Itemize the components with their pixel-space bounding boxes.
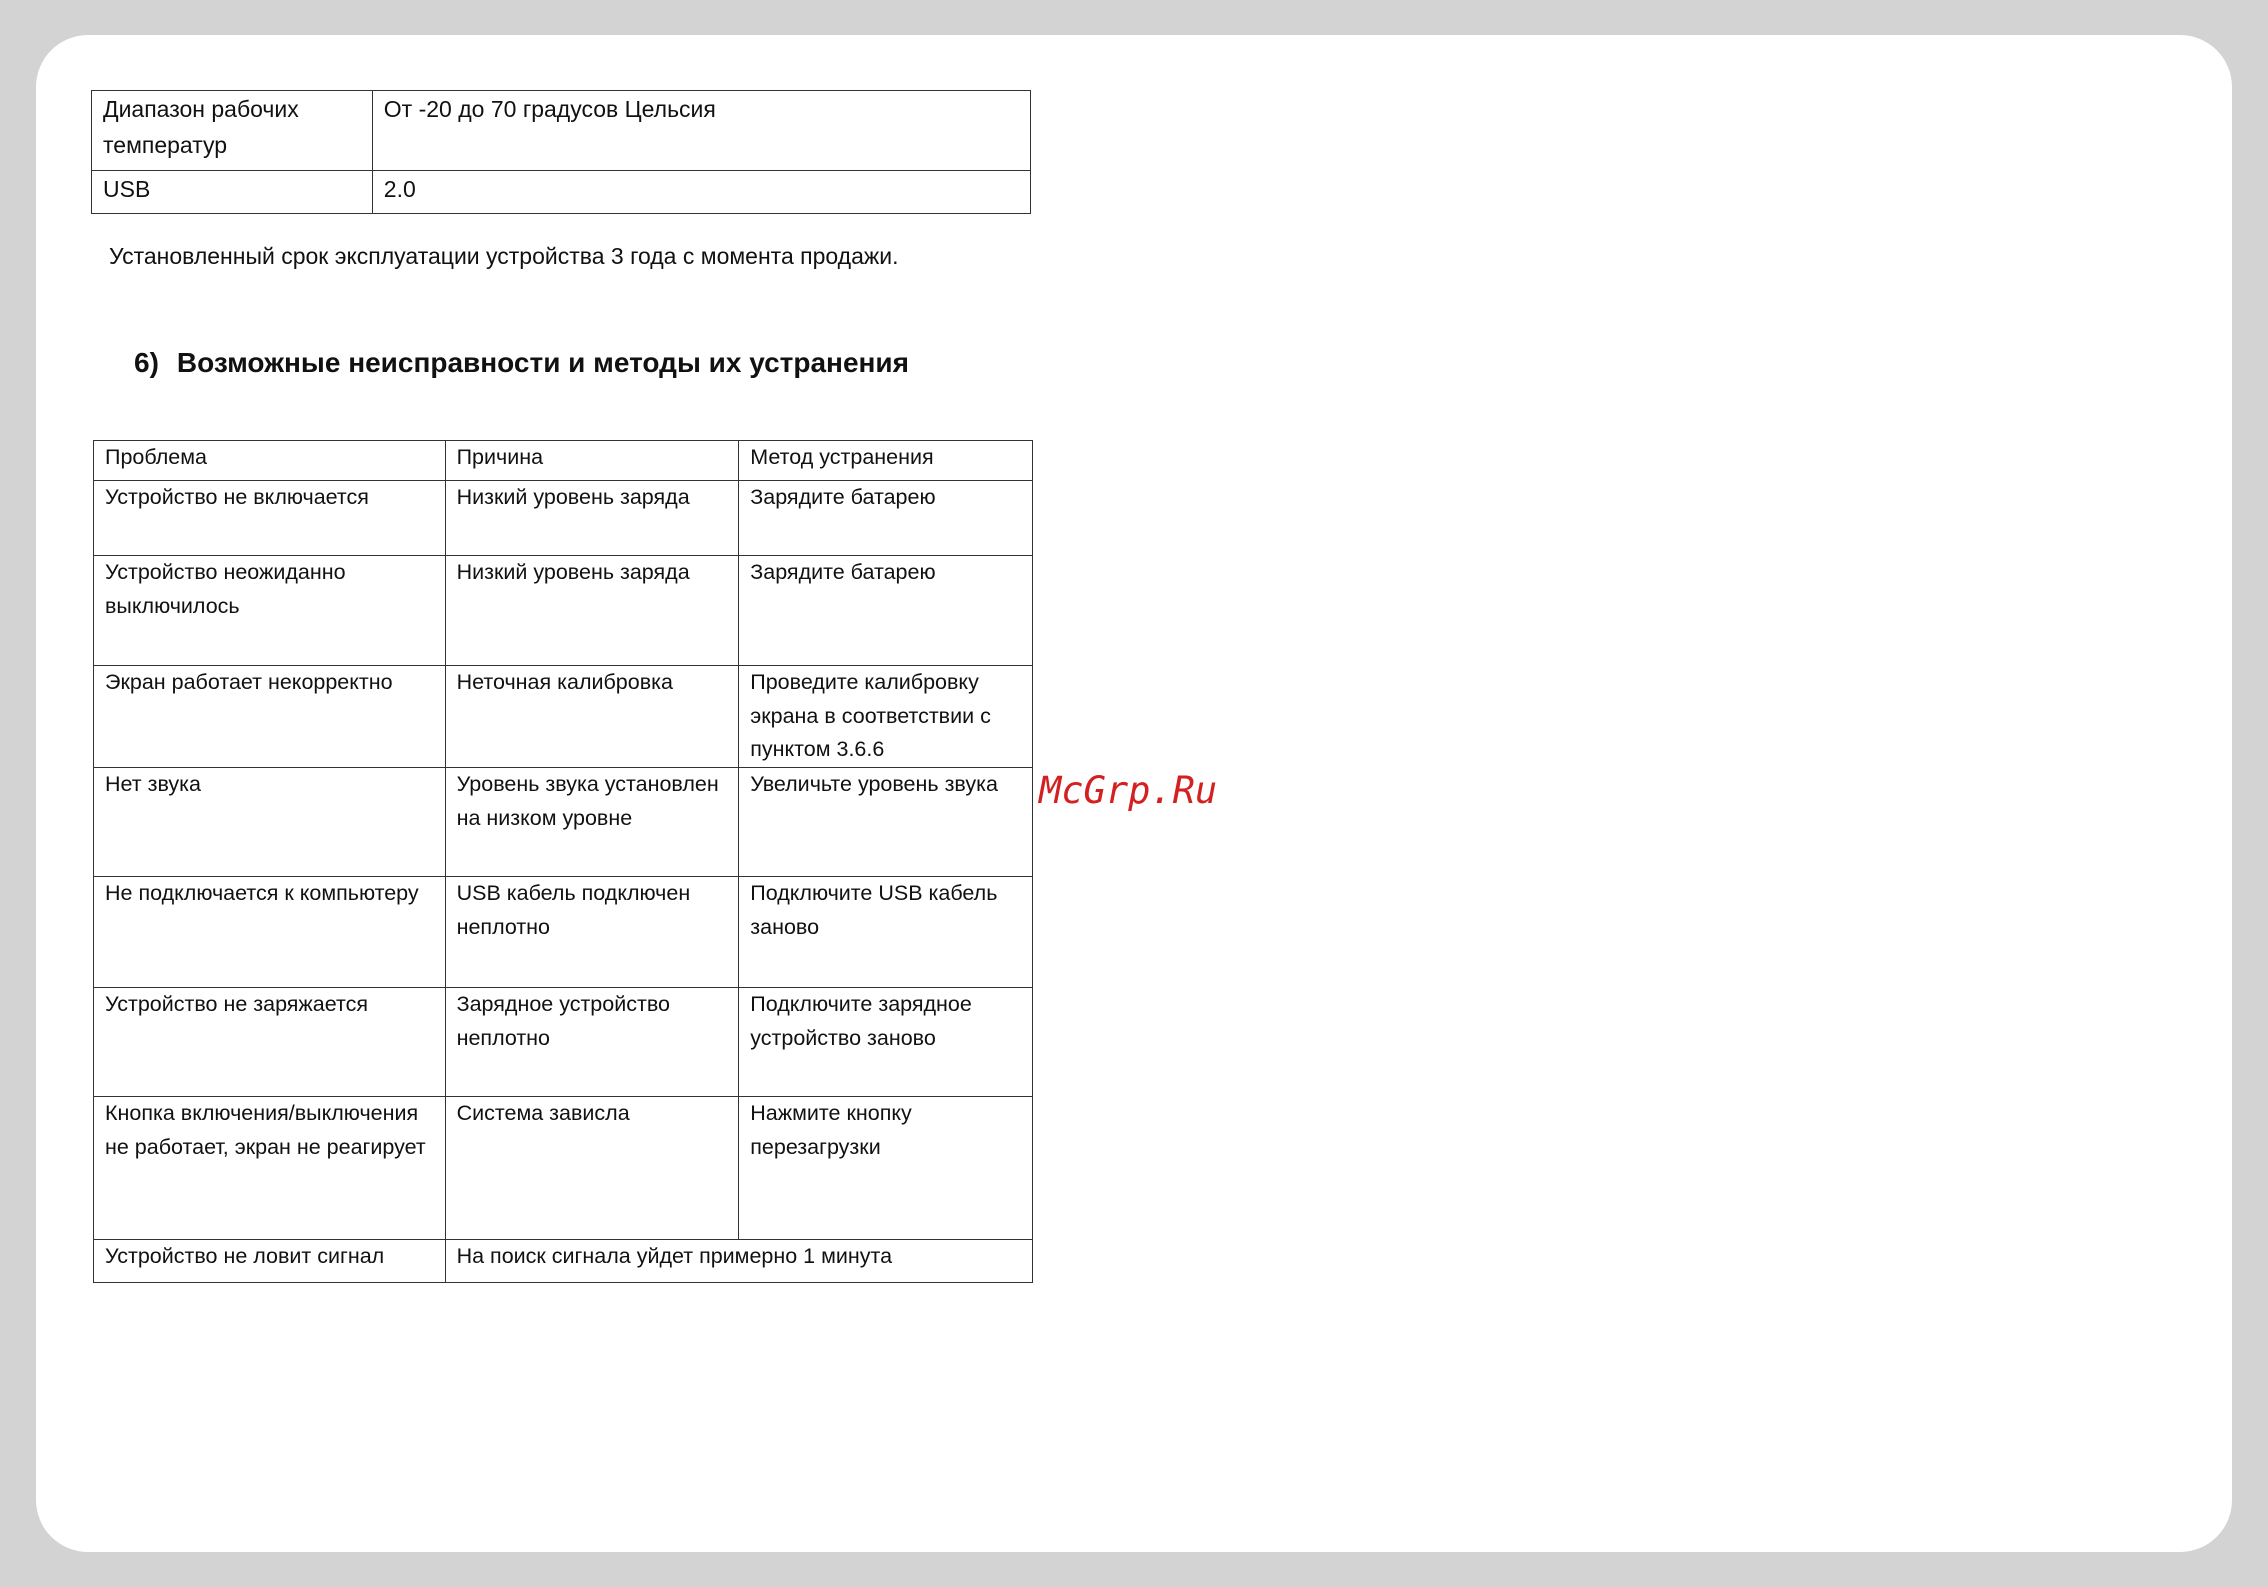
section-title: Возможные неисправности и методы их устранения <box>176 347 909 378</box>
problem-cell: Экран работает некорректно <box>94 666 446 768</box>
table-row <box>94 768 1033 877</box>
cause-cell: Неточная калибровка <box>445 666 739 768</box>
table-row <box>94 481 1033 556</box>
spec-label: Диапазон рабочих температур <box>92 91 373 171</box>
table-row <box>94 877 1033 988</box>
spec-label: USB <box>92 171 373 214</box>
cause-cell: Система зависла <box>445 1097 739 1240</box>
spec-value: От -20 до 70 градусов Цельсия <box>372 91 1030 171</box>
problem-cell: Нет звука <box>94 768 446 877</box>
problem-cell: Устройство не включается <box>94 481 446 556</box>
table-row <box>94 988 1033 1097</box>
spec-table <box>91 90 1031 214</box>
fix-cell: Зарядите батарею <box>739 556 1033 666</box>
spec-row <box>92 171 1031 214</box>
problem-cell: Не подключается к компьютеру <box>94 877 446 988</box>
table-header-row <box>94 441 1033 481</box>
section-heading <box>134 346 909 380</box>
problem-cell: Устройство не ловит сигнал <box>94 1240 446 1283</box>
cause-cell: USB кабель подключен неплотно <box>445 877 739 988</box>
fix-cell: Проведите калибровку экрана в соответствии с пунктом 3.6.6 <box>739 666 1033 768</box>
troubleshooting-table <box>93 440 1033 1283</box>
spec-row <box>92 91 1031 171</box>
cause-cell: Зарядное устройство неплотно <box>445 988 739 1097</box>
cause-cell: Низкий уровень заряда <box>445 556 739 666</box>
table-row <box>94 1097 1033 1240</box>
fix-cell: Зарядите батарею <box>739 481 1033 556</box>
lifespan-text: Установленный срок эксплуатации устройства 3 года с момента продажи. <box>109 243 899 269</box>
watermark: McGrp.Ru <box>1039 769 1218 812</box>
fix-cell: Подключите зарядное устройство заново <box>739 988 1033 1097</box>
document-page <box>36 35 2232 1552</box>
table-row <box>94 666 1033 768</box>
table-row <box>94 556 1033 666</box>
section-number: 6) <box>134 347 159 378</box>
header-problem: Проблема <box>94 441 446 481</box>
cause-cell: Низкий уровень заряда <box>445 481 739 556</box>
cause-cell: Уровень звука установлен на низком уровне <box>445 768 739 877</box>
header-cause: Причина <box>445 441 739 481</box>
fix-cell: Увеличьте уровень звука <box>739 768 1033 877</box>
fix-cell: Нажмите кнопку перезагрузки <box>739 1097 1033 1240</box>
problem-cell: Устройство не заряжается <box>94 988 446 1097</box>
spec-value: 2.0 <box>372 171 1030 214</box>
fix-cell: Подключите USB кабель заново <box>739 877 1033 988</box>
table-row <box>94 1240 1033 1283</box>
problem-cell: Устройство неожиданно выключилось <box>94 556 446 666</box>
problem-cell: Кнопка включения/выключения не работает, экран не реагирует <box>94 1097 446 1240</box>
note-cell: На поиск сигнала уйдет примерно 1 минута <box>445 1240 1032 1283</box>
header-fix: Метод устранения <box>739 441 1033 481</box>
